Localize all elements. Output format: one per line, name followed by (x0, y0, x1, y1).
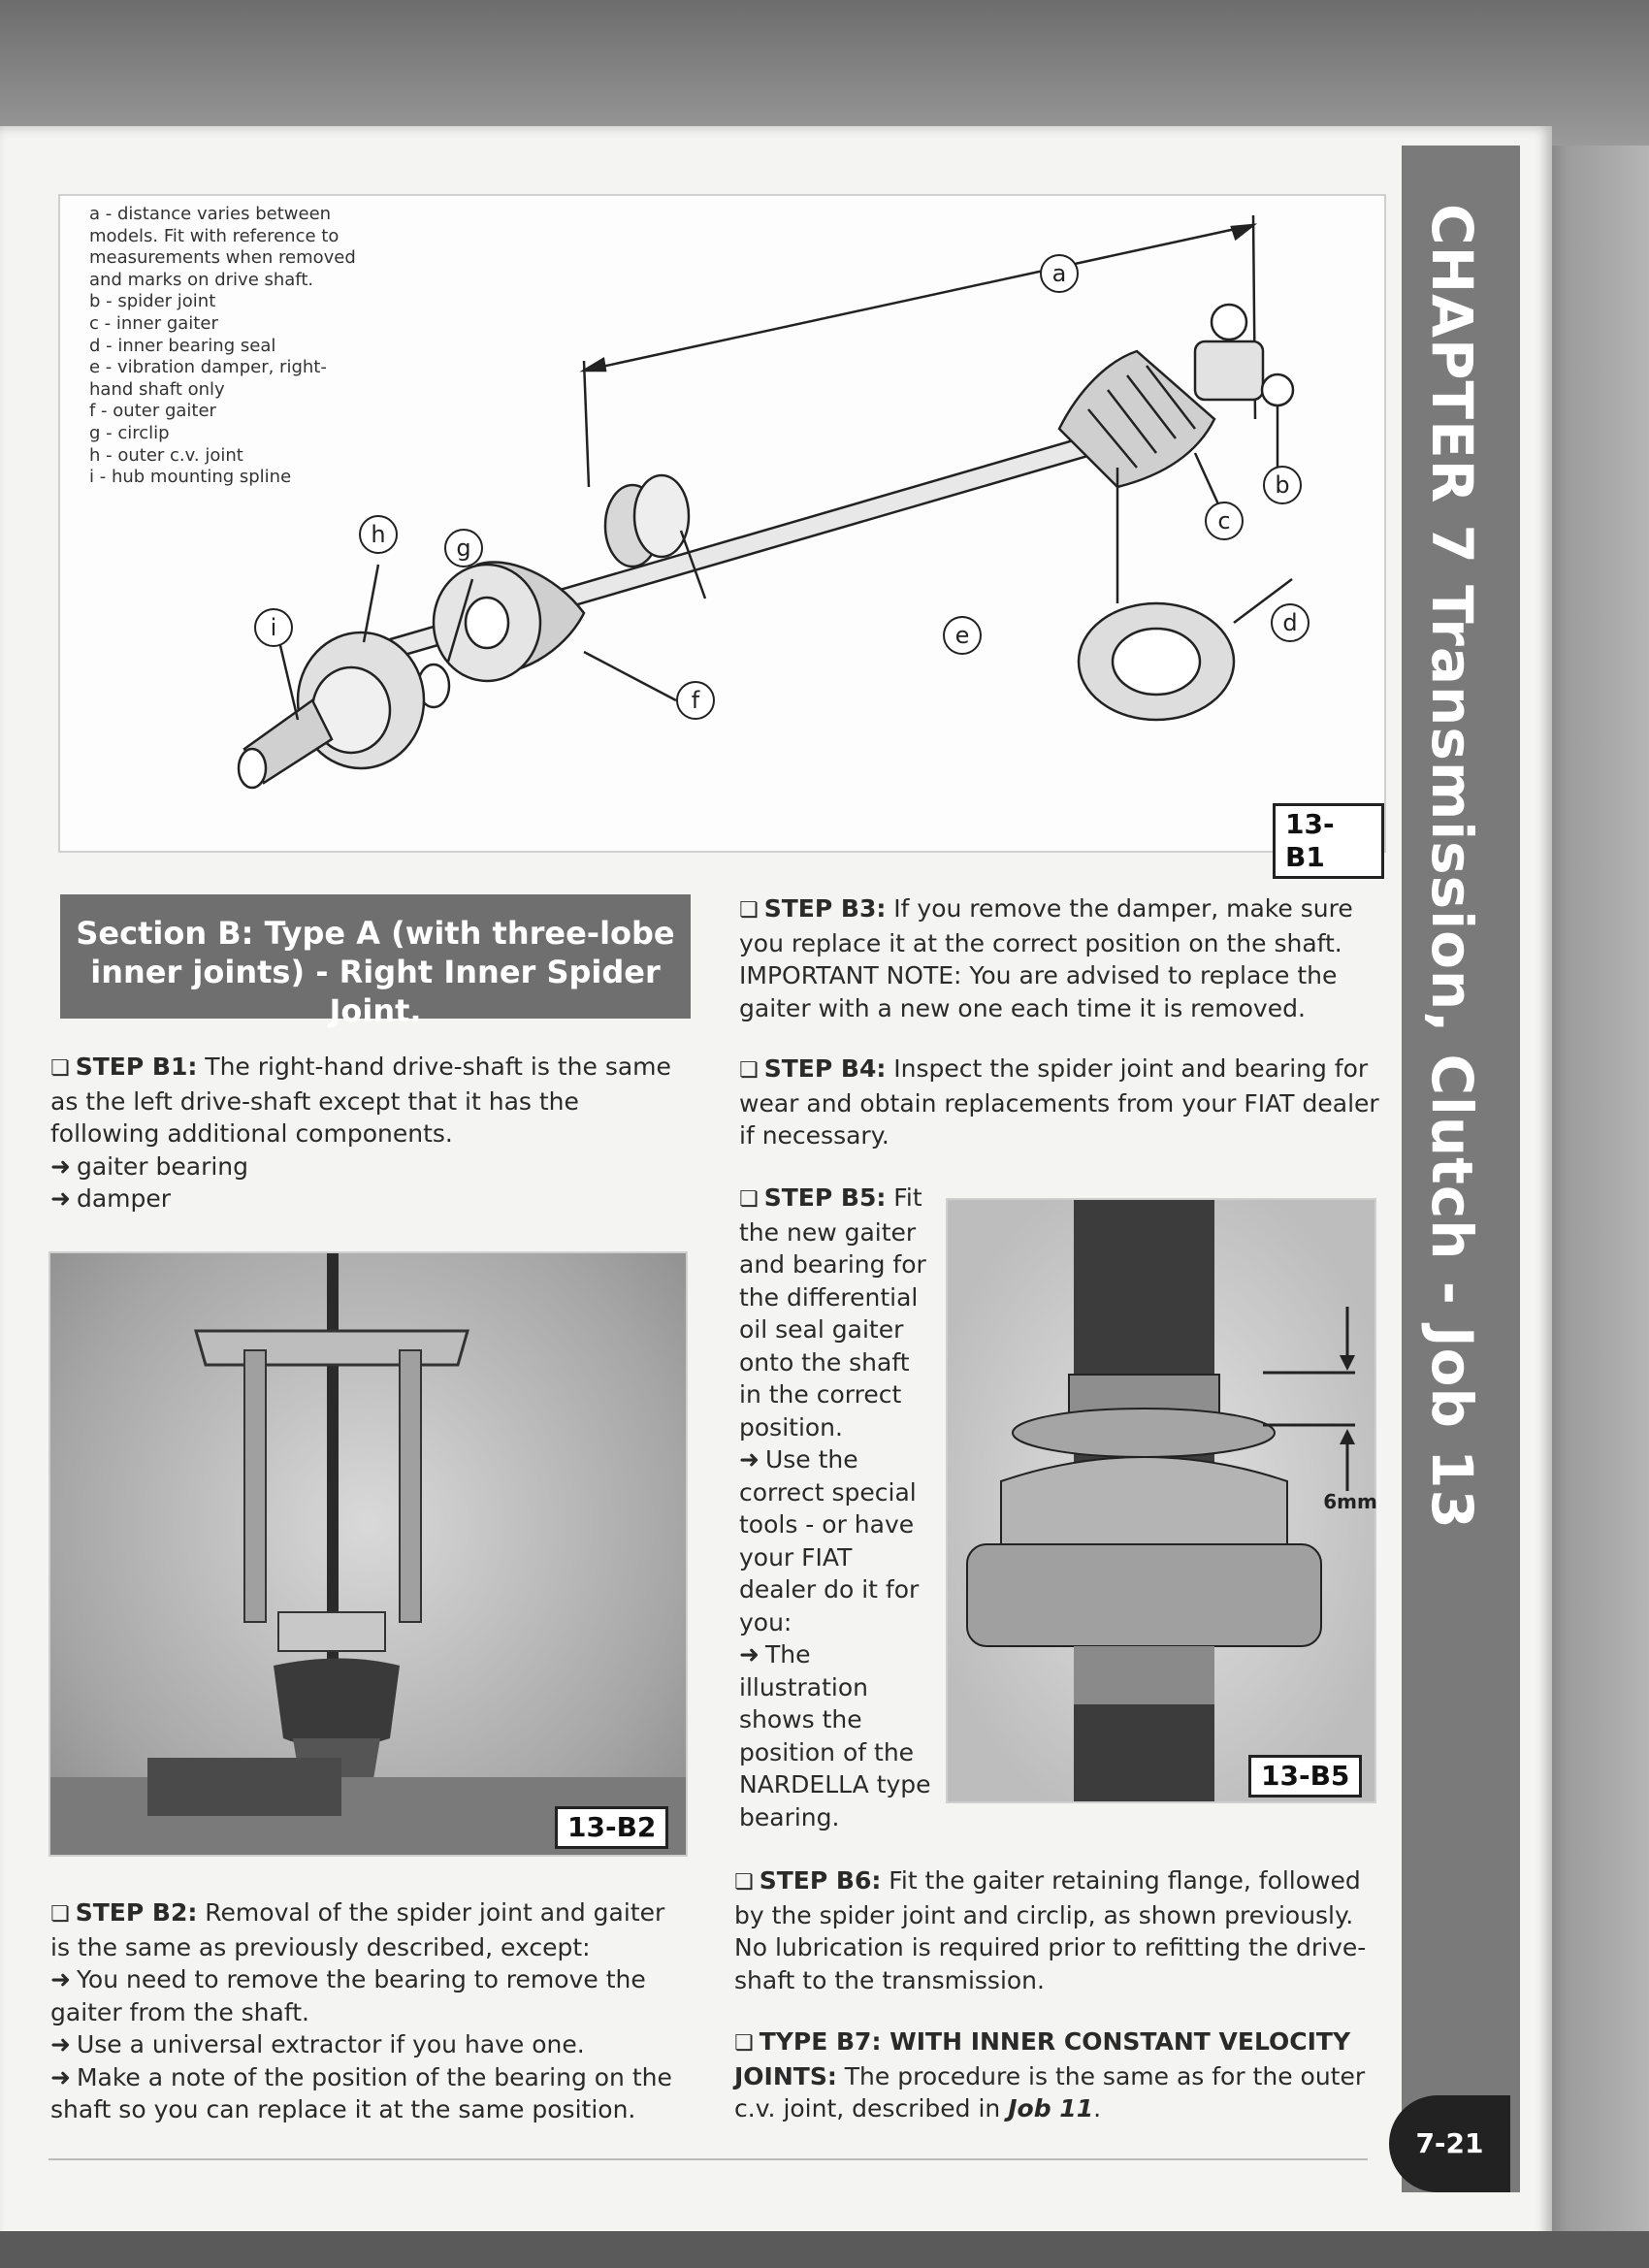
step-b1 (50, 1051, 691, 1215)
drive-shaft-illustration (60, 196, 1384, 851)
step-text: Removal of the spider joint and gaiter is the same as previously described, except: (50, 1898, 665, 1961)
chapter-title: CHAPTER 7 Transmission, Clutch - Job 13 (1419, 204, 1485, 1530)
photo-bearing-position (946, 1198, 1376, 1803)
page-number: 7-21 (1389, 2095, 1510, 2192)
step-label: ❏ TYPE B7: WITH INNER CONSTANT VELOCITY JOINTS: (734, 2027, 1350, 2090)
figure-drive-shaft-diagram (58, 194, 1386, 873)
bullet-item: ➜ The illustration shows the position of the NARDELLA type bearing. (739, 1638, 933, 1833)
step-text: Inspect the spider joint and bearing for wear and obtain replacements from your FIAT dealer if necessary. (739, 1054, 1379, 1150)
scan-background-top (0, 0, 1649, 146)
callout-g: g (456, 535, 471, 562)
callout-d: d (1282, 609, 1298, 636)
legend-line: and marks on drive shaft. (89, 269, 314, 290)
step-b4 (739, 1053, 1379, 1152)
step-label: ❏ STEP B2: (50, 1898, 197, 1927)
callout-a: a (1051, 260, 1067, 287)
dimension-label: 6mm (1323, 1490, 1377, 1513)
legend-line: b - spider joint (89, 291, 216, 312)
job-reference: Job 11 (1008, 2094, 1094, 2122)
figure-label: 13-B1 (1273, 803, 1384, 879)
step-text: The procedure is the same as for the outer c.v. joint, described in (734, 2061, 1366, 2122)
legend-line: measurements when removed (89, 247, 356, 269)
callout-b: b (1275, 471, 1290, 499)
extractor-illustration (50, 1253, 686, 1855)
type-b7 (734, 2025, 1379, 2125)
callout-h: h (371, 521, 386, 548)
legend-line: g - circlip (89, 422, 170, 443)
bearing-illustration (948, 1200, 1377, 1801)
legend-line: f - outer gaiter (89, 401, 216, 422)
legend-line: d - inner bearing seal (89, 335, 276, 356)
section-heading-line: Section B: Type A (with three-lobe (76, 915, 675, 952)
step-label: ❏ STEP B3: (739, 894, 886, 923)
step-b3 (739, 892, 1379, 1024)
bullet-item: ➜ Use a universal extractor if you have one. (50, 2028, 691, 2061)
step-text-end: . (1093, 2094, 1102, 2122)
step-b2 (50, 1896, 691, 2126)
legend-line: hand shaft only (89, 378, 225, 400)
step-label: ❏ STEP B4: (739, 1054, 886, 1083)
step-label: ❏ STEP B6: (734, 1866, 881, 1895)
step-b6 (734, 1864, 1379, 1996)
section-heading-line: inner joints) - Right Inner Spider Joint. (90, 954, 661, 1029)
step-text: Fit the new gaiter and bearing for the differential oil seal gaiter onto the shaft in the correct position. (739, 1183, 926, 1442)
step-text: Fit the gaiter retaining flange, followed by the spider joint and circlip, as shown previously. No lubrication is required prior to refitting the drive-shaft to the transmission. (734, 1866, 1367, 1994)
callout-e: e (954, 622, 970, 649)
legend-line: models. Fit with reference to (89, 225, 340, 246)
bullet-item: ➜ gaiter bearing (50, 1150, 691, 1183)
step-text: If you remove the damper, make sure you replace it at the correct position on the shaft. IMPORTANT NOTE: You are advised to replace the gaiter with a new one each time it is removed. (739, 894, 1353, 1022)
legend-line: h - outer c.v. joint (89, 444, 243, 466)
legend-line: c - inner gaiter (89, 312, 218, 334)
section-heading (60, 894, 691, 1029)
callout-f: f (691, 687, 700, 714)
scan-background-bottom (0, 2231, 1649, 2268)
bullet-item: ➜ You need to remove the bearing to remove the gaiter from the shaft. (50, 1963, 691, 2028)
footer-rule (48, 2158, 1368, 2160)
legend-line: i - hub mounting spline (89, 467, 292, 488)
bullet-item: ➜ damper (50, 1183, 691, 1215)
bullet-item: ➜ Use the correct special tools - or have your FIAT dealer do it for you: (739, 1443, 933, 1638)
step-label: ❏ STEP B5: (739, 1183, 886, 1212)
legend-line: a - distance varies between (89, 204, 332, 224)
figure-label: 13-B5 (1248, 1755, 1362, 1798)
photo-extractor (48, 1251, 688, 1857)
legend-line: e - vibration damper, right- (89, 357, 327, 378)
step-text: The right-hand drive-shaft is the same as the left drive-shaft except that it has the following additional components. (50, 1053, 671, 1148)
figure-label: 13-B2 (555, 1806, 668, 1849)
callout-c: c (1217, 507, 1231, 535)
callout-i: i (270, 614, 277, 641)
step-label: ❏ STEP B1: (50, 1053, 197, 1081)
bullet-item: ➜ Make a note of the position of the bearing on the shaft so you can replace it at the same position. (50, 2061, 691, 2126)
step-b5 (739, 1182, 933, 1833)
